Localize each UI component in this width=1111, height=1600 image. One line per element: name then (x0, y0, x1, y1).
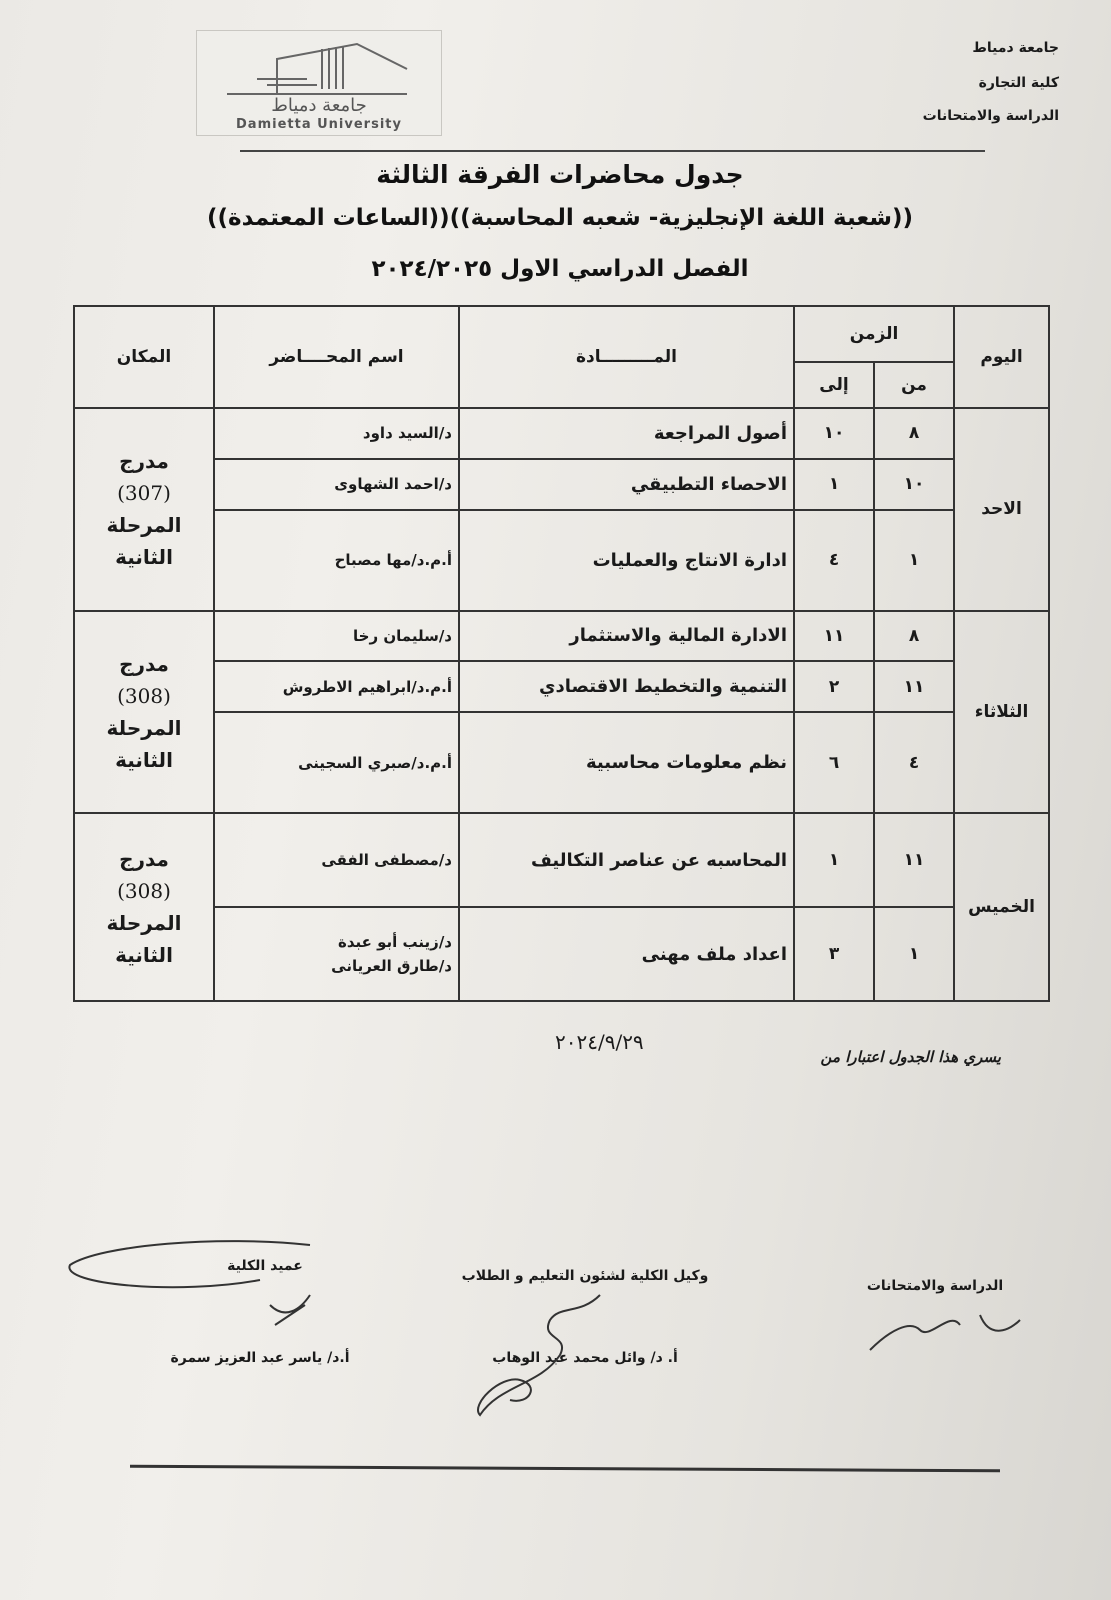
subject-cell: المحاسبه عن عناصر التكاليف (459, 813, 794, 907)
building-logo-icon (217, 39, 417, 99)
time-from: ١١ (874, 661, 954, 712)
lecturer-cell: أ.م.د/ابراهيم الاطروش (214, 661, 459, 712)
header-faculty: كلية التجارة (978, 75, 1059, 91)
time-to: ١ (794, 459, 874, 510)
subject-cell: نظم معلومات محاسبية (459, 712, 794, 813)
place-cell (74, 408, 214, 611)
time-from: ١ (874, 907, 954, 1001)
header-day: اليوم (954, 306, 1049, 408)
table-row (74, 510, 1049, 611)
place-number: (307) (117, 481, 171, 506)
table-row (74, 408, 1049, 459)
lecturer-cell: أ.م.د/صبري السجينى (214, 712, 459, 813)
validity-note: يسري هذا الجدول اعتبارا من (820, 1048, 1001, 1066)
place-stage: المرحلة (106, 911, 182, 935)
vice-dean-name: أ. د/ وائل محمد عبد الوهاب (492, 1350, 678, 1366)
place-cell (74, 813, 214, 1001)
place-stage-number: الثانية (115, 545, 173, 570)
logo-english-text: Damietta University (236, 117, 402, 132)
schedule-title: جدول محاضرات الفرقة الثالثة (376, 160, 744, 189)
time-to: ٦ (794, 712, 874, 813)
subject-cell: أصول المراجعة (459, 408, 794, 459)
table-row (74, 907, 1049, 1001)
header-university: جامعة دمياط (972, 40, 1059, 56)
place-stage: المرحلة (106, 513, 182, 538)
semester-title: الفصل الدراسي الاول ٢٠٢٤/٢٠٢٥ (371, 256, 749, 282)
header-from: من (874, 362, 954, 408)
time-to: ١١ (794, 611, 874, 662)
place-stage-number: الثانية (115, 943, 173, 967)
place-hall: مدرج (119, 651, 169, 676)
header-lecturer: اسم المحــــاضر (214, 306, 459, 408)
time-to: ٣ (794, 907, 874, 1001)
lecturer-name-2: د/طارق العريانى (331, 957, 452, 975)
time-from: ١ (874, 510, 954, 611)
place-number: (308) (117, 683, 171, 708)
day-cell: الخميس (954, 813, 1049, 1001)
time-from: ٨ (874, 408, 954, 459)
time-from: ٨ (874, 611, 954, 662)
vice-dean-title: وكيل الكلية لشئون التعليم و الطلاب (461, 1268, 709, 1284)
header-to: إلى (794, 362, 874, 408)
lecturer-cell: أ.م.د/مها مصباح (214, 510, 459, 611)
university-logo (196, 30, 442, 136)
day-cell: الثلاثاء (954, 611, 1049, 814)
lecturer-cell: د/احمد الشهاوى (214, 459, 459, 510)
place-cell (74, 611, 214, 814)
vice-dean-signature-scribble (460, 1285, 620, 1425)
lecturer-cell: د/مصطفى الفقى (214, 813, 459, 907)
dean-name: أ.د/ ياسر عبد العزيز سمرة (170, 1350, 350, 1366)
studies-signature-title: الدراسة والامتحانات (866, 1278, 1004, 1294)
place-stage: المرحلة (106, 715, 182, 740)
table-row (74, 712, 1049, 813)
time-to: ١٠ (794, 408, 874, 459)
studies-signature-scribble (860, 1300, 1030, 1360)
subject-cell: اعداد ملف مهنى (459, 907, 794, 1001)
subject-cell: الادارة المالية والاستثمار (459, 611, 794, 662)
lecturer-cell: د/سليمان رخا (214, 611, 459, 662)
place-hall: مدرج (119, 847, 169, 871)
table-row (74, 813, 1049, 907)
header-time: الزمن (794, 306, 954, 362)
time-to: ٤ (794, 510, 874, 611)
dean-title: عميد الكلية (227, 1258, 303, 1274)
place-stage-number: الثانية (115, 747, 173, 772)
time-from: ١٠ (874, 459, 954, 510)
subject-cell: التنمية والتخطيط الاقتصادي (459, 661, 794, 712)
time-from: ١١ (874, 813, 954, 907)
table-row (74, 611, 1049, 662)
subject-cell: ادارة الانتاج والعمليات (459, 510, 794, 611)
header-subject: المـــــــــادة (459, 306, 794, 408)
time-from: ٤ (874, 712, 954, 813)
day-cell: الاحد (954, 408, 1049, 611)
subject-cell: الاحصاء التطبيقي (459, 459, 794, 510)
lecturer-cell: د/السيد داود (214, 408, 459, 459)
place-number: (308) (117, 879, 171, 903)
header-divider (240, 150, 985, 152)
bottom-divider (130, 1465, 1000, 1473)
lecturer-cell (214, 907, 459, 1001)
header-department: الدراسة والامتحانات (922, 108, 1059, 124)
schedule-table (73, 305, 1050, 1002)
header-place: المكان (74, 306, 214, 408)
place-hall: مدرج (119, 449, 169, 474)
validity-date: ٢٠٢٤/٩/٢٩ (555, 1030, 644, 1054)
table-row (74, 661, 1049, 712)
dean-signature-scribble (60, 1225, 320, 1345)
time-to: ٢ (794, 661, 874, 712)
time-to: ١ (794, 813, 874, 907)
table-row (74, 459, 1049, 510)
lecturer-name: د/زينب أبو عبدة (338, 933, 452, 951)
schedule-subtitle: ((شعبة اللغة الإنجليزية- شعبه المحاسبة))((الساعات المعتمدة)) (206, 205, 913, 231)
logo-arabic-text: جامعة دمياط (271, 95, 367, 116)
